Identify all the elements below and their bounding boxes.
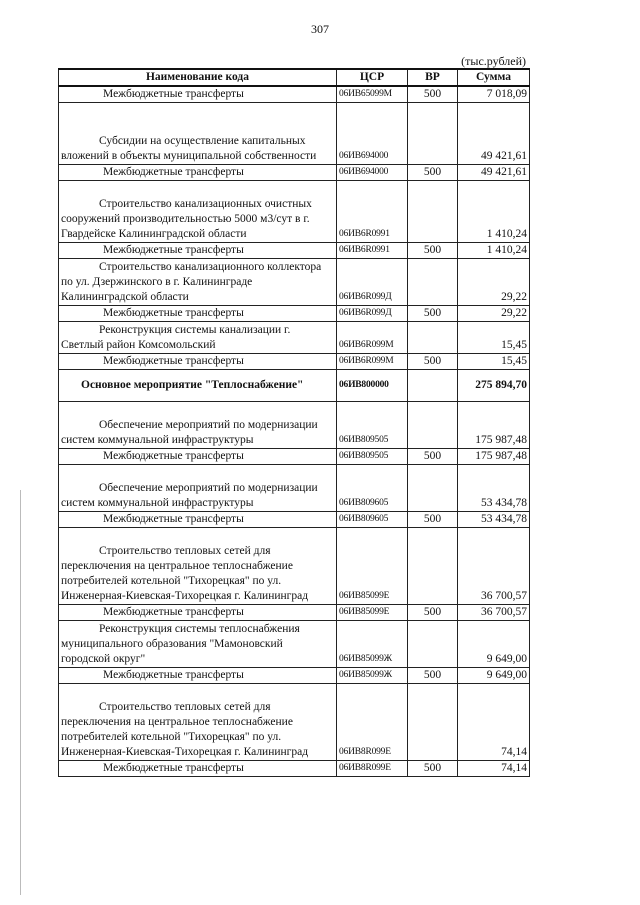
row-csr: 06ИВ6R099Д <box>337 306 408 322</box>
row-csr: 06ИВ694000 <box>337 165 408 181</box>
row-sum: 53 434,78 <box>458 465 530 512</box>
budget-table <box>58 68 530 777</box>
row-csr: 06ИВ809605 <box>337 512 408 528</box>
row-csr: 06ИВ85099Ж <box>337 668 408 684</box>
row-sum: 74,14 <box>458 761 530 777</box>
row-vr: 500 <box>408 668 458 684</box>
row-csr: 06ИВ6R099Д <box>337 259 408 306</box>
row-name: Межбюджетные трансферты <box>59 605 337 621</box>
scan-edge-line <box>20 490 21 895</box>
row-csr: 06ИВ6R0991 <box>337 181 408 243</box>
table-row <box>59 621 530 668</box>
header-name: Наименование кода <box>59 69 337 86</box>
row-name: Межбюджетные трансферты <box>59 86 337 103</box>
header-csr: ЦСР <box>337 69 408 86</box>
row-sum: 74,14 <box>458 684 530 761</box>
row-sum: 1 410,24 <box>458 243 530 259</box>
row-csr: 06ИВ65099М <box>337 86 408 103</box>
row-vr: 500 <box>408 512 458 528</box>
header-sum: Сумма <box>458 69 530 86</box>
row-name: Межбюджетные трансферты <box>59 306 337 322</box>
row-vr: 500 <box>408 761 458 777</box>
row-sum: 15,45 <box>458 322 530 354</box>
page-number: 307 <box>311 22 329 36</box>
row-name: Реконструкция системы канализации г. Светлый район Комсомольский <box>59 322 337 354</box>
row-vr <box>408 621 458 668</box>
row-vr <box>408 465 458 512</box>
row-vr <box>408 684 458 761</box>
row-sum: 15,45 <box>458 354 530 370</box>
row-name: Межбюджетные трансферты <box>59 512 337 528</box>
table-row <box>59 259 530 306</box>
row-sum: 29,22 <box>458 259 530 306</box>
row-vr: 500 <box>408 605 458 621</box>
row-vr <box>408 103 458 165</box>
table-header-row <box>59 69 530 86</box>
row-name: Межбюджетные трансферты <box>59 449 337 465</box>
row-vr: 500 <box>408 306 458 322</box>
row-vr: 500 <box>408 354 458 370</box>
table-row <box>59 465 530 512</box>
row-sum: 9 649,00 <box>458 668 530 684</box>
row-name: Строительство канализационного коллектора по ул. Дзержинского в г. Калининграде Калининградской области <box>59 259 337 306</box>
table-row <box>59 181 530 243</box>
row-sum: 36 700,57 <box>458 605 530 621</box>
row-name: Реконструкция системы теплоснабжения муниципального образования "Мамоновский городской округ" <box>59 621 337 668</box>
row-sum: 49 421,61 <box>458 103 530 165</box>
table-row <box>59 449 530 465</box>
table-row <box>59 528 530 605</box>
row-sum: 29,22 <box>458 306 530 322</box>
row-sum: 49 421,61 <box>458 165 530 181</box>
table-row <box>59 306 530 322</box>
row-vr <box>408 528 458 605</box>
row-csr: 06ИВ694000 <box>337 103 408 165</box>
header-vr: ВР <box>408 69 458 86</box>
units-label: (тыс.рублей) <box>461 54 526 68</box>
row-csr: 06ИВ85099Е <box>337 605 408 621</box>
row-csr: 06ИВ85099Е <box>337 528 408 605</box>
row-vr: 500 <box>408 165 458 181</box>
row-csr: 06ИВ6R099М <box>337 354 408 370</box>
row-vr <box>408 259 458 306</box>
row-sum: 175 987,48 <box>458 449 530 465</box>
table-row <box>59 668 530 684</box>
row-csr: 06ИВ6R0991 <box>337 243 408 259</box>
row-csr: 06ИВ6R099М <box>337 322 408 354</box>
table-row <box>59 86 530 103</box>
row-sum: 53 434,78 <box>458 512 530 528</box>
row-csr: 06ИВ85099Ж <box>337 621 408 668</box>
row-csr: 06ИВ809505 <box>337 402 408 449</box>
row-name: Обеспечение мероприятий по модернизации систем коммунальной инфраструктуры <box>59 402 337 449</box>
table-row <box>59 243 530 259</box>
row-name: Межбюджетные трансферты <box>59 354 337 370</box>
row-name: Межбюджетные трансферты <box>59 761 337 777</box>
table-row <box>59 512 530 528</box>
table-row <box>59 354 530 370</box>
table-row <box>59 322 530 354</box>
row-csr: 06ИВ8R099Е <box>337 761 408 777</box>
row-sum: 1 410,24 <box>458 181 530 243</box>
row-sum: 9 649,00 <box>458 621 530 668</box>
row-name: Межбюджетные трансферты <box>59 243 337 259</box>
table-row <box>59 684 530 761</box>
row-name: Межбюджетные трансферты <box>59 668 337 684</box>
row-name: Строительство тепловых сетей для переключения на центральное теплоснабжение потребителей котельной "Тихорецкая" по ул. Инженерная-Киевская-Тихорецкая г. Калининград <box>59 528 337 605</box>
table-row <box>59 103 530 165</box>
row-name: Строительство тепловых сетей для переключения на центральное теплоснабжение потребителей котельной "Тихорецкая" по ул. Инженерная-Киевская-Тихорецкая г. Калининград <box>59 684 337 761</box>
row-sum: 36 700,57 <box>458 528 530 605</box>
row-name: Обеспечение мероприятий по модернизации систем коммунальной инфраструктуры <box>59 465 337 512</box>
row-vr: 500 <box>408 243 458 259</box>
row-sum: 7 018,09 <box>458 86 530 103</box>
row-name: Межбюджетные трансферты <box>59 165 337 181</box>
row-vr <box>408 370 458 402</box>
row-vr <box>408 322 458 354</box>
row-vr: 500 <box>408 86 458 103</box>
row-csr: 06ИВ809505 <box>337 449 408 465</box>
table-row <box>59 402 530 449</box>
table-row <box>59 605 530 621</box>
row-name: Строительство канализационных очистных сооружений производительностью 5000 м3/сут в г. Гвардейске Калининградской области <box>59 181 337 243</box>
row-vr <box>408 402 458 449</box>
row-csr: 06ИВ8R099Е <box>337 684 408 761</box>
row-vr: 500 <box>408 449 458 465</box>
row-vr <box>408 181 458 243</box>
row-csr: 06ИВ809605 <box>337 465 408 512</box>
table-row <box>59 761 530 777</box>
table-row <box>59 165 530 181</box>
table-row <box>59 370 530 402</box>
row-sum: 275 894,70 <box>458 370 530 402</box>
row-csr: 06ИВ800000 <box>337 370 408 402</box>
row-sum: 175 987,48 <box>458 402 530 449</box>
row-name: Субсидии на осуществление капитальных вложений в объекты муниципальной собственности <box>59 103 337 165</box>
row-name: Основное мероприятие "Теплоснабжение" <box>59 370 337 402</box>
